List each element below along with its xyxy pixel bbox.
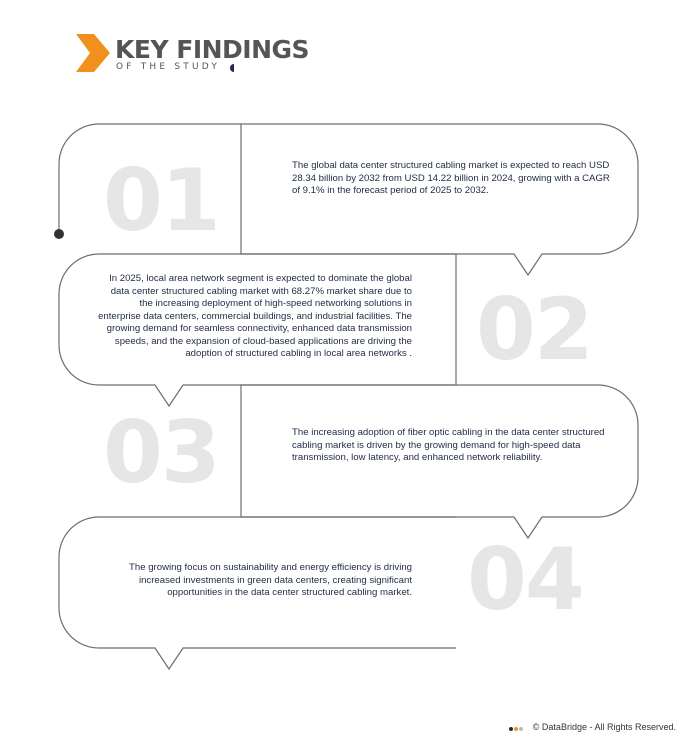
finding-text-04: The growing focus on sustainability and energy efficiency is driving increased investments in green data centers, creating significant opportunities in the data center structured cabling market. [129, 562, 412, 598]
copyright-text: © DataBridge - All Rights Reserved. [532, 722, 676, 732]
bubble-01-outline [241, 124, 638, 275]
brand-dots-icon [509, 723, 524, 733]
finding-number-01: 01 [103, 151, 219, 251]
footer [509, 722, 676, 733]
page-subtitle: OF THE STUDY [116, 62, 221, 72]
finding-text-01: The global data center structured cabling market is expected to reach USD 28.34 billion by 2032 from USD 14.22 billion in 2024, growing with a CAGR of 9.1% in the forecast period of 2025 to 2032. [292, 160, 610, 196]
finding-text-03: The increasing adoption of fiber optic cabling in the data center structured cabling market is driven by the growing demand for high-speed data transmission, low latency, and enhanced network reliability. [292, 427, 605, 463]
finding-number-02: 02 [476, 280, 592, 380]
finding-number-04: 04 [467, 530, 583, 630]
page-title: KEY FINDINGS [115, 35, 310, 64]
finding-text-02: In 2025, local area network segment is expected to dominate the global data center structured cabling market with 68.27% market share due to the increasing deployment of high-speed networking solutions in enterprise data centers, commercial buildings, and industrial facilities. The growing demand for seamless connectivity, enhanced data transmission speeds, and the expansion of cloud-based applications are driving the adoption of structured cabling in local area networks . [98, 273, 412, 359]
finding-number-03: 03 [103, 403, 219, 503]
timeline-start-dot [54, 229, 64, 239]
